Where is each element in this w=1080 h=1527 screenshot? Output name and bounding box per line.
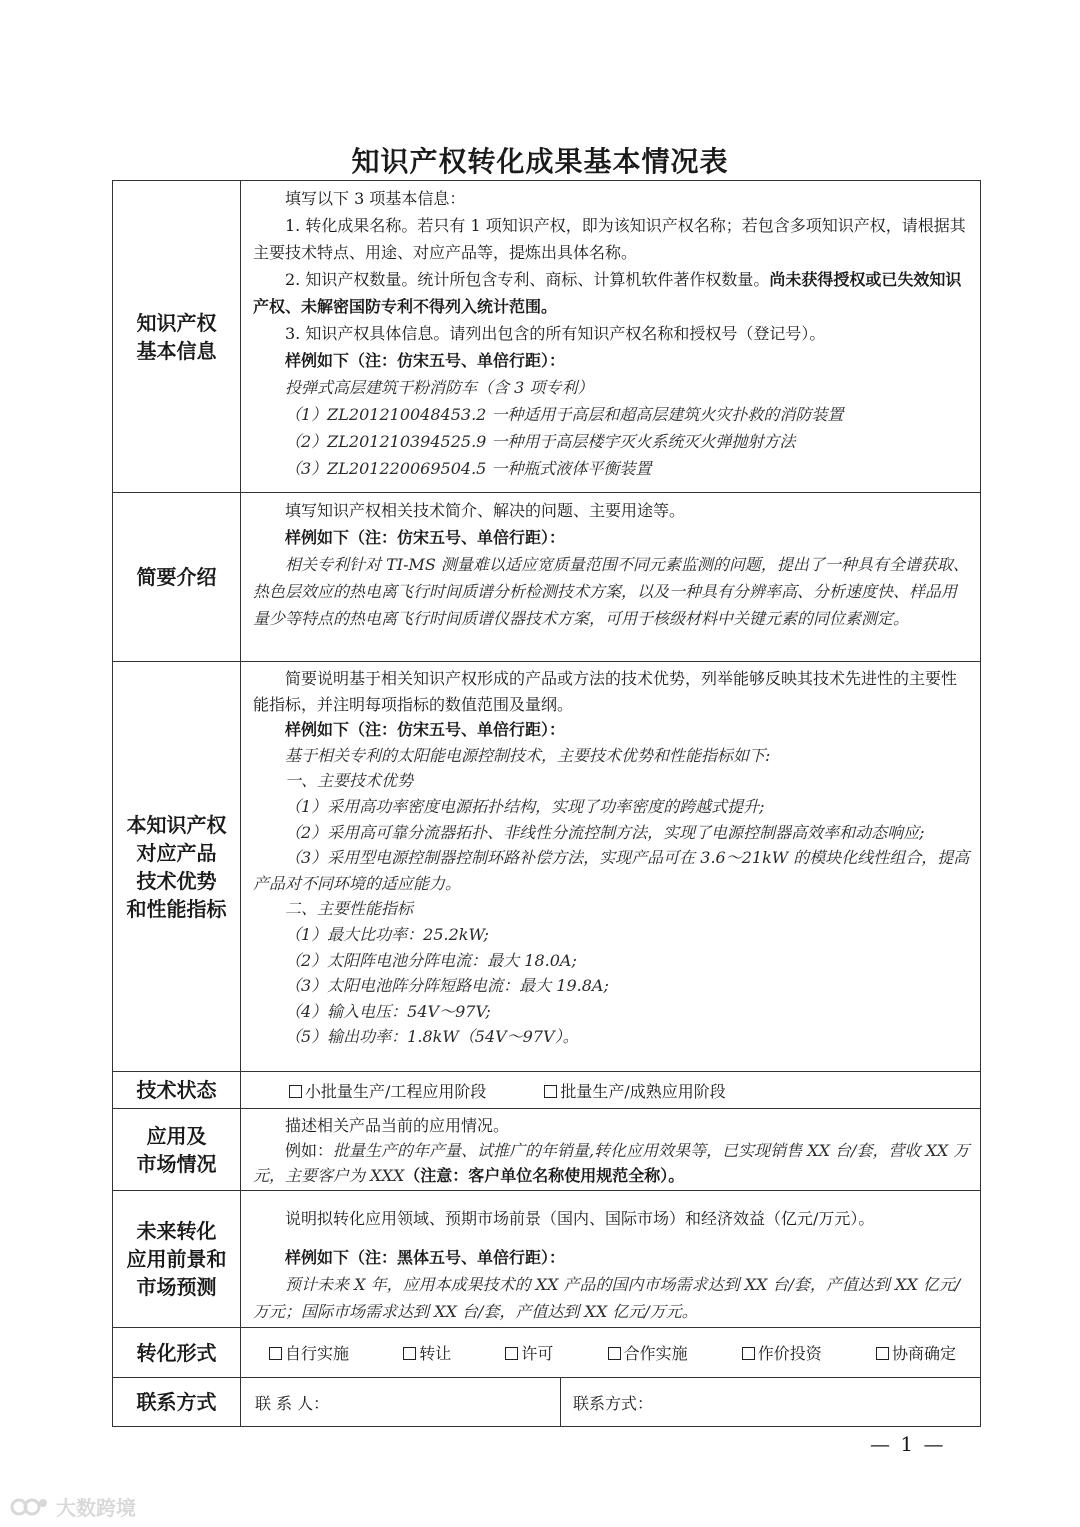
contact-person-cell[interactable] bbox=[241, 1378, 561, 1427]
adv-line: （1）采用高功率密度电源拓扑结构，实现了功率密度的跨越式提升; bbox=[285, 796, 765, 816]
checkbox-mass-production[interactable]: 批量生产/成熟应用阶段 bbox=[544, 1078, 725, 1105]
checkbox-icon[interactable] bbox=[742, 1347, 755, 1360]
contact-method-cell[interactable] bbox=[561, 1378, 981, 1427]
checkbox-transfer-option[interactable]: 许可 bbox=[505, 1340, 553, 1367]
label-future: 未来转化 应用前景和 市场预测 bbox=[113, 1191, 241, 1328]
row-transfer-form bbox=[113, 1328, 981, 1378]
checkbox-transfer-option[interactable]: 作价投资 bbox=[742, 1340, 822, 1367]
content-tech-status bbox=[241, 1072, 981, 1109]
checkbox-icon[interactable] bbox=[289, 1085, 302, 1098]
basic-item2: 2. 知识产权数量。统计所包含专利、商标、计算机软件著作权数量。尚未获得授权或已失效知识产权、未解密国防专利不得列入统计范围。 bbox=[253, 270, 962, 316]
future-sample-title: 样例如下（注：黑体五号、单倍行距）： bbox=[285, 1248, 566, 1267]
checkbox-icon[interactable] bbox=[544, 1085, 557, 1098]
adv-line: （4）输入电压：54V～97V; bbox=[285, 1001, 491, 1021]
app-example: 例如：批量生产的年产量、试推广的年销量,转化应用效果等，已实现销售 XX 台/套，营收 XX 万元，主要客户为 XXX（注意：客户单位名称使用规范全称）。 bbox=[253, 1141, 970, 1185]
label-contact: 联系方式 bbox=[113, 1378, 241, 1427]
row-future bbox=[113, 1191, 981, 1328]
checkbox-icon[interactable] bbox=[505, 1347, 518, 1360]
row-advantages bbox=[113, 662, 981, 1072]
row-brief bbox=[113, 493, 981, 662]
adv-line: 二、主要性能指标 bbox=[285, 899, 414, 919]
page-title: 知识产权转化成果基本情况表 bbox=[351, 145, 729, 178]
adv-line: （2）太阳阵电池分阵电流：最大 18.0A; bbox=[285, 950, 577, 970]
page-number: — 1 — bbox=[870, 1432, 946, 1456]
basic-intro: 填写以下 3 项基本信息： bbox=[285, 189, 466, 208]
checkbox-small-batch[interactable]: 小批量生产/工程应用阶段 bbox=[289, 1078, 486, 1105]
adv-line: （3）采用型电源控制器控制环路补偿方法，实现产品可在 3.6～21kW 的模块化线性组合，提高产品对不同环境的适应能力。 bbox=[253, 848, 970, 893]
basic-example: （3）ZL201220069504.5 一种瓶式液体平衡装置 bbox=[285, 459, 652, 478]
contact-person-label: 联 系 人： bbox=[255, 1393, 330, 1413]
basic-sample-title: 样例如下（注：仿宋五号、单倍行距）： bbox=[285, 351, 566, 370]
info-table bbox=[112, 180, 981, 1427]
adv-line: （5）输出功率：1.8kW（54V～97V）。 bbox=[285, 1027, 579, 1047]
content-advantages bbox=[241, 662, 981, 1072]
row-contact bbox=[113, 1378, 981, 1427]
label-brief: 简要介绍 bbox=[113, 493, 241, 662]
label-advantages: 本知识产权 对应产品 技术优势 和性能指标 bbox=[113, 662, 241, 1072]
adv-line: （2）采用高可靠分流器拓扑、非线性分流控制方法，实现了电源控制器高效率和动态响应; bbox=[285, 822, 925, 842]
adv-line: 一、主要技术优势 bbox=[285, 771, 414, 791]
checkbox-icon[interactable] bbox=[876, 1347, 889, 1360]
checkbox-transfer-option[interactable]: 协商确定 bbox=[876, 1340, 956, 1367]
basic-item1: 1. 转化成果名称。若只有 1 项知识产权，即为该知识产权名称；若包含多项知识产权，请根据其主要技术特点、用途、对应产品等，提炼出具体名称。 bbox=[253, 216, 966, 262]
future-intro: 说明拟转化应用领域、预期市场前景（国内、国际市场）和经济效益（亿元/万元）。 bbox=[285, 1209, 875, 1228]
watermark-logo-icon bbox=[10, 1494, 50, 1520]
adv-line: （3）太阳电池阵分阵短路电流：最大 19.8A; bbox=[285, 976, 609, 996]
adv-line: （1）最大比功率：25.2kW; bbox=[285, 924, 489, 944]
adv-sample-title: 样例如下（注：仿宋五号、单倍行距）： bbox=[285, 720, 566, 740]
app-intro: 描述相关产品当前的应用情况。 bbox=[285, 1116, 510, 1135]
content-future bbox=[241, 1191, 981, 1328]
brief-intro: 填写知识产权相关技术简介、解决的问题、主要用途等。 bbox=[285, 501, 686, 520]
brief-body: 相关专利针对 TI-MS 测量难以适应宽质量范围不同元素监测的问题，提出了一种具有全谱获取、热色层效应的热电离飞行时间质谱分析检测技术方案，以及一种具有分辨率高、分析速度快、样品用量少等特点的热电离飞行时间质谱仪器技术方案，可用于核级材料中关键元素的同位素测定。 bbox=[253, 555, 969, 628]
label-application: 应用及 市场情况 bbox=[113, 1109, 241, 1191]
checkbox-transfer-option[interactable]: 合作实施 bbox=[608, 1340, 688, 1367]
basic-example: 投弹式高层建筑干粉消防车（含 3 项专利） bbox=[285, 378, 594, 397]
adv-intro: 简要说明基于相关知识产权形成的产品或方法的技术优势，列举能够反映其技术先进性的主要性能指标，并注明每项指标的数值范围及量纲。 bbox=[253, 669, 958, 714]
checkbox-transfer-option[interactable]: 转让 bbox=[403, 1340, 451, 1367]
future-body: 预计未来 X 年，应用本成果技术的 XX 产品的国内市场需求达到 XX 台/套，产值达到 XX 亿元/万元；国际市场需求达到 XX 台/套，产值达到 XX 亿元/万元。 bbox=[253, 1275, 961, 1321]
adv-line: 基于相关专利的太阳能电源控制技术，主要技术优势和性能指标如下: bbox=[285, 745, 771, 765]
watermark-text: 大数跨境 bbox=[56, 1496, 136, 1520]
row-tech-status bbox=[113, 1072, 981, 1109]
contact-method-label: 联系方式： bbox=[573, 1393, 654, 1413]
checkbox-icon[interactable] bbox=[608, 1347, 621, 1360]
row-basic-info bbox=[113, 181, 981, 493]
label-transfer-form: 转化形式 bbox=[113, 1328, 241, 1378]
basic-example: （2）ZL201210394525.9 一种用于高层楼宇灭火系统灭火弹抛射方法 bbox=[285, 432, 796, 451]
content-basic-info bbox=[241, 181, 981, 493]
checkbox-transfer-option[interactable]: 自行实施 bbox=[269, 1340, 349, 1367]
checkbox-icon[interactable] bbox=[269, 1347, 282, 1360]
brief-sample-title: 样例如下（注：仿宋五号、单倍行距）： bbox=[285, 528, 566, 547]
basic-example: （1）ZL201210048453.2 一种适用于高层和超高层建筑火灾扑救的消防装置 bbox=[285, 405, 844, 424]
checkbox-icon[interactable] bbox=[403, 1347, 416, 1360]
basic-item3: 3. 知识产权具体信息。请列出包含的所有知识产权名称和授权号（登记号）。 bbox=[285, 324, 826, 343]
row-application bbox=[113, 1109, 981, 1191]
label-basic-info: 知识产权 基本信息 bbox=[113, 181, 241, 493]
label-tech-status: 技术状态 bbox=[113, 1072, 241, 1109]
content-brief bbox=[241, 493, 981, 662]
content-application bbox=[241, 1109, 981, 1191]
content-transfer-form bbox=[241, 1328, 981, 1378]
watermark bbox=[10, 1492, 136, 1521]
